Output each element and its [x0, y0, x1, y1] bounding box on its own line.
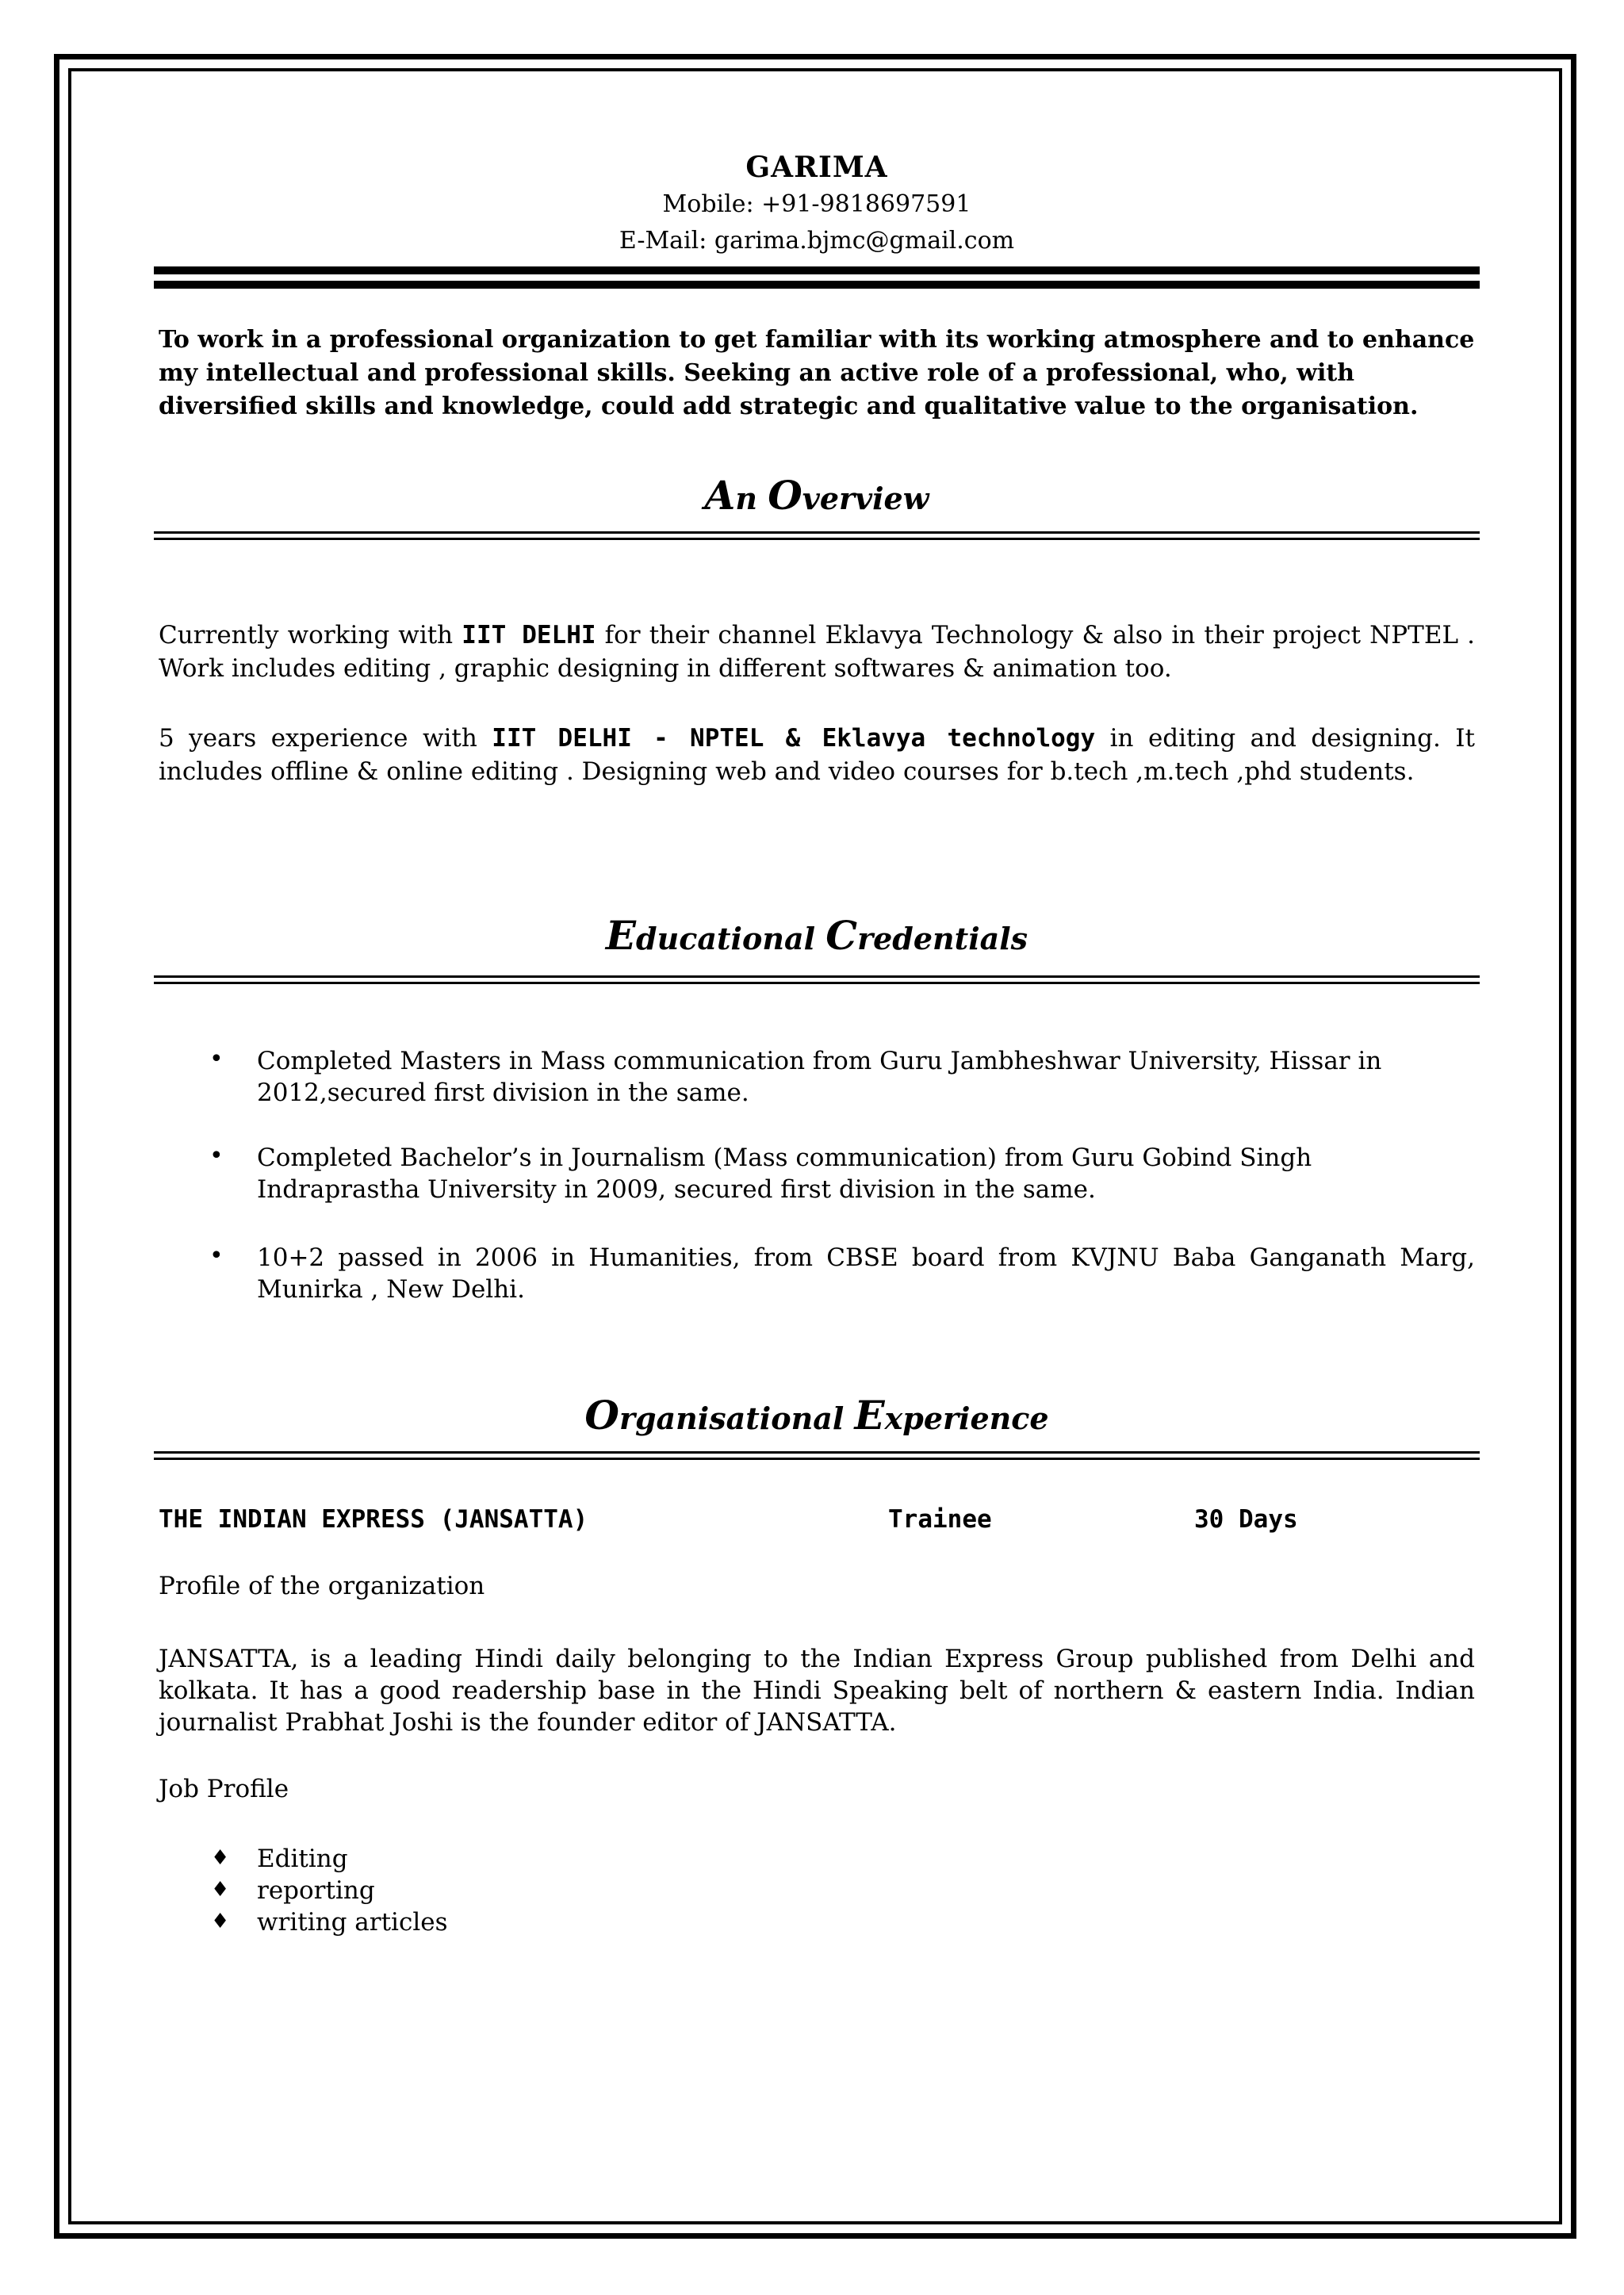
profile-heading: Profile of the organization: [159, 1572, 485, 1600]
education-item-masters: Completed Masters in Mass communication from Guru Jambheshwar University, Hissar in 2012,secured first division in the same.: [257, 1047, 1382, 1107]
header-divider-1: [154, 266, 1480, 274]
job-item-reporting: reporting: [257, 1876, 375, 1905]
education-divider-1: [154, 975, 1480, 978]
section-title-education: Educational Credentials: [605, 912, 1028, 959]
job-duration: 30 Days: [1194, 1505, 1298, 1534]
section-title-overview: An Overview: [704, 472, 929, 519]
diamond-bullet-icon: ♦: [211, 1846, 230, 1870]
education-list: [159, 1045, 1475, 1362]
job-role: Trainee: [888, 1505, 992, 1534]
diamond-bullet-icon: ♦: [211, 1910, 230, 1933]
overview-paragraph-1: Currently working with IIT DELHI for their channel Eklavya Technology & also in their project NPTEL . Work includes editing , graphic designing in different softwares & animation too.: [159, 621, 1476, 683]
career-objective: To work in a professional organization to get familiar with its working atmosphere and to enhance my intellectual and professional skills. Seeking an active role of a professional, who, with diversified skills and knowledge, could add strategic and qualitative value to the organisation.: [159, 326, 1475, 420]
section-title-experience: Organisational Experience: [584, 1392, 1049, 1439]
mobile-number: Mobile: +91-9818697591: [662, 190, 971, 218]
diamond-bullet-icon: ♦: [211, 1878, 230, 1902]
organization-profile: JANSATTA, is a leading Hindi daily belonging to the Indian Express Group published from Delhi and kolkata. It has a good readership base in the Hindi Speaking belt of northern & eastern India. Indian journalist Prabhat Joshi is the founder editor of JANSATTA.: [159, 1645, 1475, 1737]
experience-divider-1: [154, 1451, 1480, 1454]
candidate-name: GARIMA: [745, 151, 888, 184]
overview-divider-2: [154, 538, 1480, 540]
education-item-schooling: 10+2 passed in 2006 in Humanities, from CBSE board from KVJNU Baba Ganganath Marg, Munirka , New Delhi.: [257, 1243, 1475, 1304]
overview-paragraph-2: 5 years experience with IIT DELHI - NPTEL & Eklavya technology in editing and designing. It includes offline & online editing . Designing web and video courses for b.tech ,m.tech ,phd students.: [159, 724, 1475, 786]
header-divider-2: [154, 281, 1480, 289]
education-item-bachelors: Completed Bachelor’s in Journalism (Mass communication) from Guru Gobind Singh Indraprastha University in 2009, secured first division in the same.: [257, 1144, 1312, 1204]
bullet-dot: •: [209, 1242, 224, 1270]
job-item-writing-articles: writing articles: [257, 1908, 448, 1937]
experience-divider-2: [154, 1458, 1480, 1460]
education-divider-2: [154, 982, 1480, 984]
job-profile-heading: Job Profile: [159, 1775, 289, 1803]
bullet-dot: •: [209, 1142, 224, 1170]
bullet-dot: •: [209, 1045, 224, 1073]
job-item-editing: Editing: [257, 1845, 348, 1873]
email-address: E-Mail: garima.bjmc@gmail.com: [619, 227, 1015, 255]
company-name: THE INDIAN EXPRESS (JANSATTA): [159, 1505, 588, 1534]
overview-divider-1: [154, 531, 1480, 534]
